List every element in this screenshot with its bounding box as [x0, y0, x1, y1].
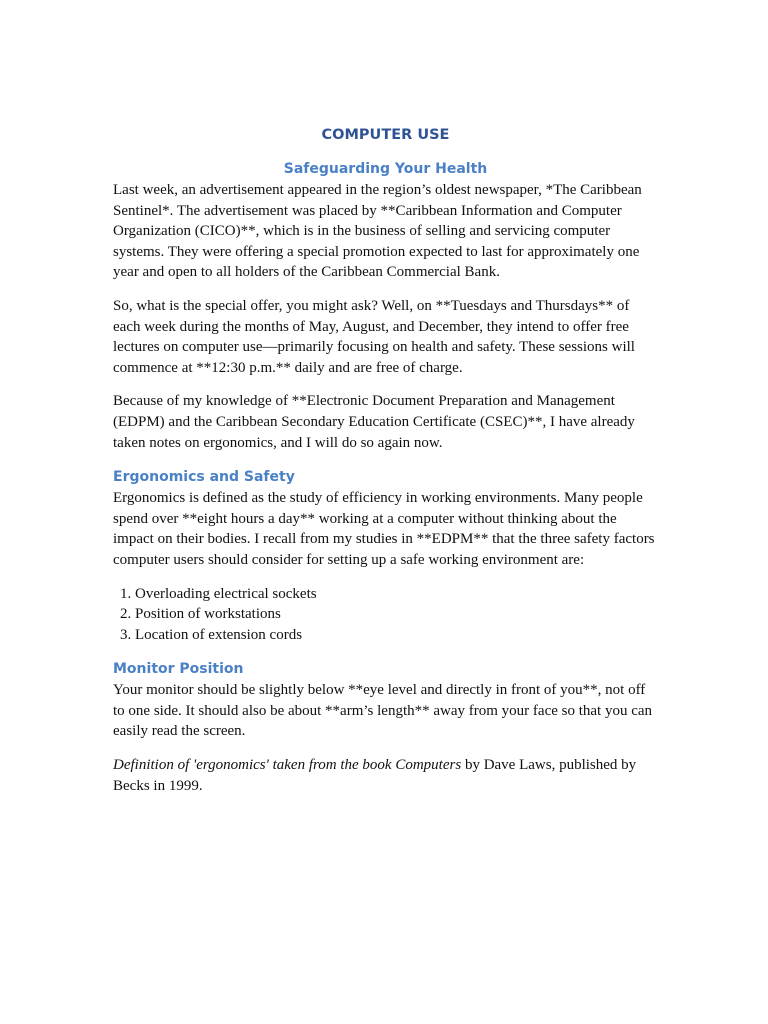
citation-italic: Definition of 'ergonomics' taken from the book Computers	[113, 757, 462, 774]
document-subtitle: Safeguarding Your Health	[283, 161, 488, 177]
document-page	[113, 124, 658, 809]
list-item: 3. Location of extension cords	[135, 625, 658, 646]
ergonomics-heading: Ergonomics and Safety	[113, 469, 295, 486]
document-title: COMPUTER USE	[321, 127, 450, 143]
intro-paragraph-2: So, what is the special offer, you might ask? Well, on **Tuesdays and Thursdays** of each week during the months of May, August, and December, they intend to offer free lectures on computer use—primarily focusing on health and safety. These sessions will commence at **12:30 p.m.** daily and are free of charge.	[113, 297, 635, 376]
monitor-paragraph: Your monitor should be slightly below **eye level and directly in front of you**, not off to one side. It should also be about **arm’s length** away from your face so that you can easily read the screen.	[113, 682, 653, 740]
intro-paragraph-3: Because of my knowledge of **Electronic Document Preparation and Management (EDPM) and the Caribbean Secondary Education Certificate (CSEC)**, I have already taken notes on ergonomics, and I will do so again now.	[113, 393, 635, 451]
list-item: 2. Position of workstations	[135, 604, 658, 625]
intro-paragraph-1: Last week, an advertisement appeared in the region’s oldest newspaper, *The Caribbean Sentinel*. The advertisement was placed by **Caribbean Information and Computer Organization (CICO)**, which is in the business of selling and servicing computer systems. They were offering a special promotion expected to last for approximately one year and open to all holders of the Caribbean Commercial Bank.	[113, 182, 642, 281]
safety-factors-list	[113, 584, 658, 646]
ergonomics-paragraph: Ergonomics is defined as the study of efficiency in working environments. Many people spend over **eight hours a day** working at a computer without thinking about the impact on their bodies. I recall from my studies in **EDPM** that the three safety factors computer users should consider for setting up a safe working environment are:	[113, 490, 655, 568]
citation-rest: by Dave Laws, published by Becks in 1999.	[113, 757, 637, 794]
citation	[113, 755, 658, 796]
list-item: 1. Overloading electrical sockets	[135, 584, 658, 605]
monitor-heading: Monitor Position	[113, 661, 244, 678]
